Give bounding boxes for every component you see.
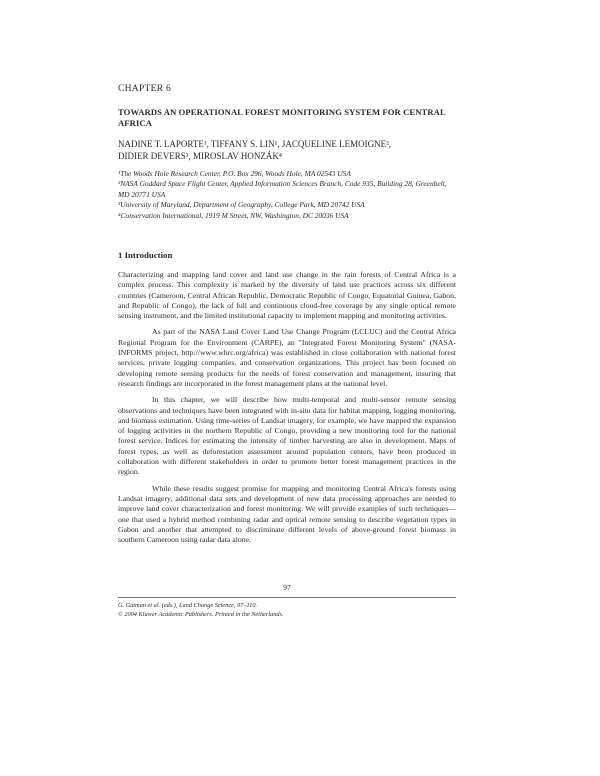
paragraph-3: In this chapter, we will describe how multi-temporal and multi-sensor remote sensing observations and techniques have been integrated with in-situ data for habitat mapping, logging monitoring, and biomass estimation. Using time-series of Landsat imagery, for example, we have mapped the expansion of logging activities in the northern Republic of Congo, providing a new monitoring tool for the national forest service. Indices for estimating the intensity of timber harvesting are also in development. Maps of forest types, as well as deforestation assessment around population centers, have been produced in collaboration with different stakeholders in order to promote better forest management practices in the region. — [118, 395, 456, 477]
affiliation-list — [118, 169, 456, 221]
paragraph-4: While these results suggest promise for mapping and monitoring Central Africa's forests using Landsat imagery, additional data sets and development of new data processing approaches are needed to improve land cover characterization and forest monitoring. We will provide examples of such techniques—one that used a hybrid method combining radar and optical remote sensing to describe vegetation types in Gabon and another that attempted to discriminate different levels of above-ground forest biomass in southern Cameroon using radar data alone. — [118, 483, 456, 545]
author-list — [118, 138, 456, 162]
page-number: 97 — [283, 583, 291, 592]
footer-citation — [118, 601, 456, 619]
body-text — [118, 270, 456, 551]
footer-divider — [118, 597, 456, 598]
author-line-1: NADINE T. LAPORTE¹, TIFFANY S. LIN¹, JACQUELINE LEMOIGNE², — [118, 139, 392, 149]
author-line-2: DIDIER DEVERS³, MIROSLAV HONZÁK⁴ — [118, 151, 283, 161]
paragraph-2: As part of the NASA Land Cover Land Use Change Program (LCLUC) and the Central Africa Regional Program for the Environment (CARPE), an "Integrated Forest Monitoring System" (NASA-INFORMS project, http://www.whrc.org/africa) was established in close collaboration with national forest services, private logging companies, and conservation organizations. This project has been focused on developing remote sensing products for the needs of forest conservation and management, insuring that research findings are incorporated in the forest management plans at the national level. — [118, 327, 456, 388]
section-heading: 1 Introduction — [118, 250, 173, 260]
affiliation-4: ⁴Conservation International, 1919 M Street, NW, Washington, DC 20036 USA — [118, 210, 349, 220]
affiliation-1: ¹The Woods Hole Research Center, P.O. Box 296, Woods Hole, MA 02543 USA — [118, 169, 351, 178]
chapter-title: TOWARDS AN OPERATIONAL FOREST MONITORING SYSTEM FOR CENTRAL AFRICA — [118, 107, 446, 128]
chapter-label: CHAPTER 6 — [118, 84, 172, 94]
affiliation-3: ³University of Maryland, Department of Geography, College Park, MD 20742 USA — [118, 200, 365, 210]
paragraph-1: Characterizing and mapping land cover and land use change in the rain forests of Central Africa is a complex process. This complexity is marked by the diversity of land use practices across six different countries (Cameroon, Central African Republic, Democratic Republic of Congo, Equatorial Guinea, Gabon, and Republic of Congo), the lack of full and continuous cloud-free coverage by any single optical remote sensing instrument, and the limited institutional capacity to implement mapping and monitoring activities. — [118, 270, 456, 321]
footer-line-2: © 2004 Kluwer Academic Publishers. Printed in the Netherlands. — [118, 611, 284, 618]
affiliation-2: ²NASA Goddard Space Flight Center, Applied Information Sciences Branch, Code 935, Building 28, Greenbelt, MD 20771 USA — [118, 179, 447, 199]
footer-line-1: G. Gutman et al. (eds.), Land Change Science, 97–110. — [118, 602, 258, 609]
